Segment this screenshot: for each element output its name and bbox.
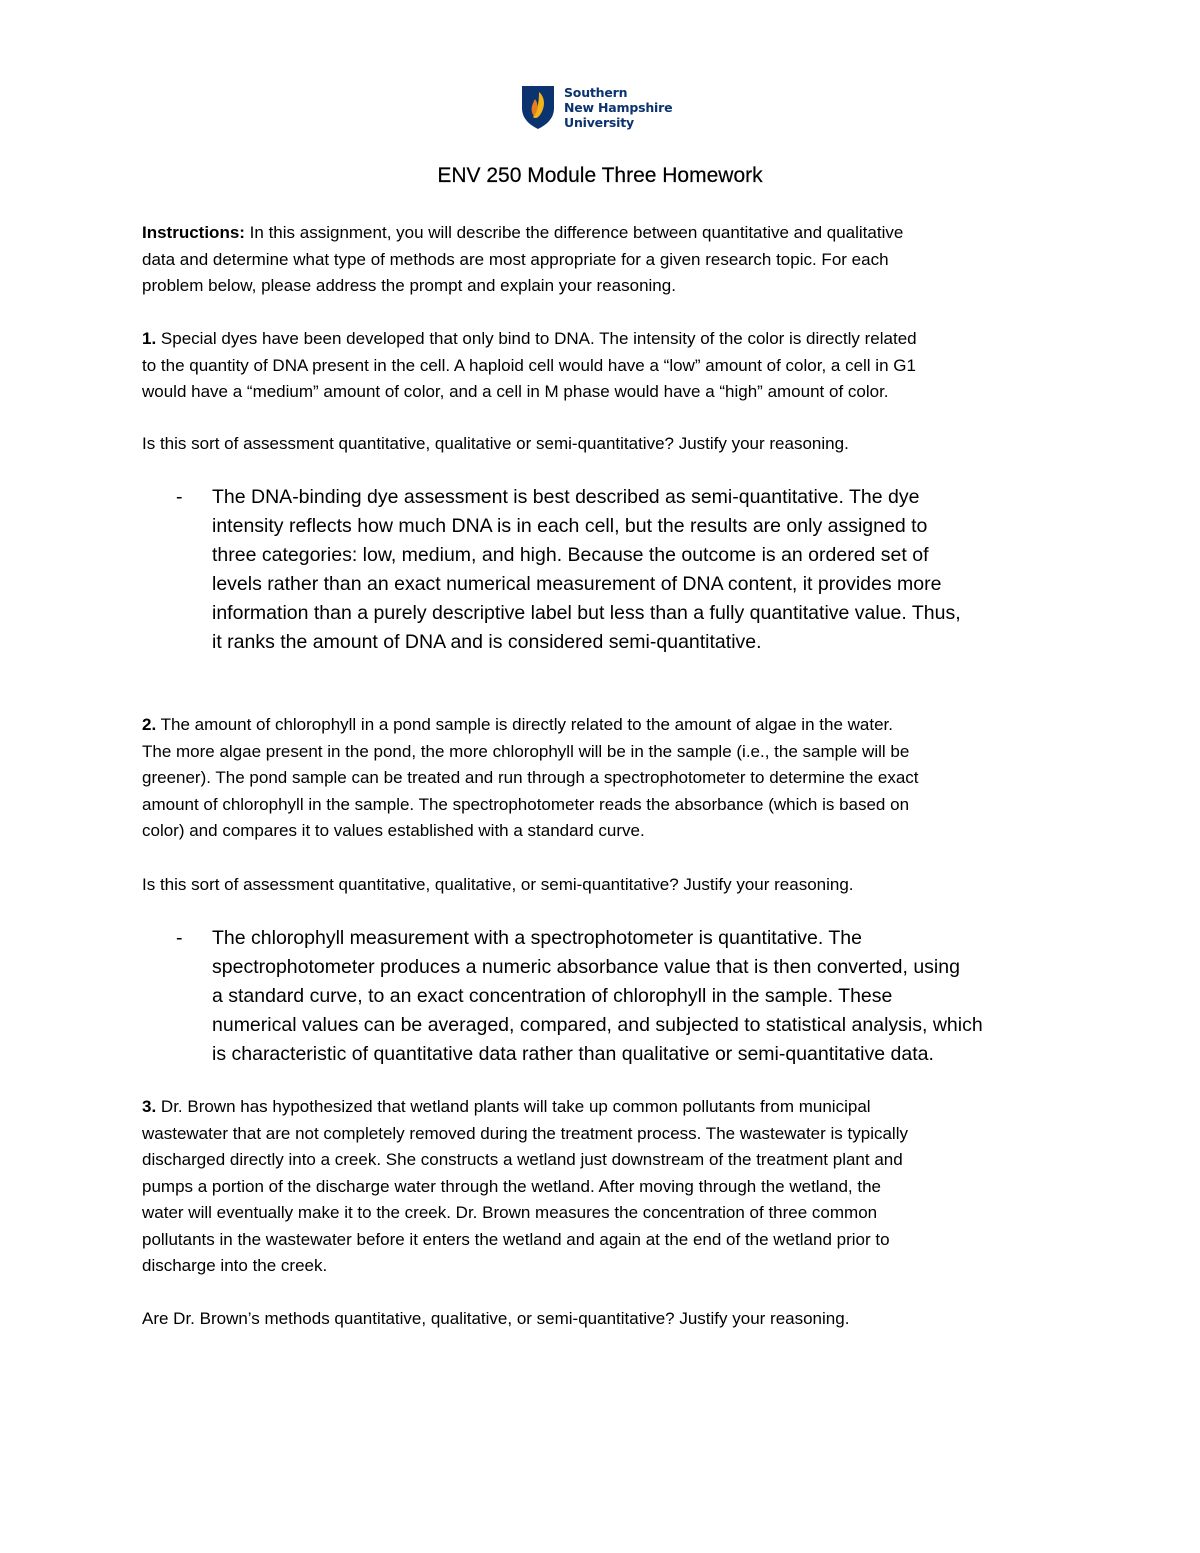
- logo-line-2: New Hampshire: [564, 99, 673, 115]
- answer-1-line: information than a purely descriptive label but less than a fully quantitative value. Thus,: [212, 602, 961, 624]
- answer-2-line: is characteristic of quantitative data rather than qualitative or semi-quantitative data.: [212, 1043, 934, 1065]
- question-2-prompt: [142, 872, 1062, 899]
- question-1-paragraph: [142, 326, 1062, 406]
- answer-1-line: The DNA-binding dye assessment is best described as semi-quantitative. The dye: [212, 486, 920, 508]
- question-1-line: to the quantity of DNA present in the cell. A haploid cell would have a “low” amount of color, a cell in G1: [142, 355, 916, 375]
- question-3-line: discharged directly into a creek. She constructs a wetland just downstream of the treatment plant and: [142, 1150, 903, 1169]
- question-3-line: wastewater that are not completely removed during the treatment process. The wastewater is typically: [142, 1123, 908, 1143]
- university-logo: [520, 84, 672, 130]
- question-3-line: discharge into the creek.: [142, 1256, 328, 1275]
- question-1-line: would have a “medium” amount of color, and a cell in M phase would have a “high” amount of color.: [142, 382, 889, 401]
- instructions-label: Instructions:: [142, 223, 245, 242]
- question-2-line: The more algae present in the pond, the more chlorophyll will be in the sample (i.e., the sample will be: [142, 741, 910, 761]
- question-3-line: water will eventually make it to the creek. Dr. Brown measures the concentration of three common: [142, 1203, 878, 1222]
- question-3-prompt: [142, 1306, 1062, 1333]
- answer-1-line: three categories: low, medium, and high. Because the outcome is an ordered set of: [212, 544, 929, 566]
- answer-2-line: spectrophotometer produces a numeric absorbance value that is then converted, using: [212, 956, 960, 978]
- page-title: ENV 250 Module Three Homework: [437, 164, 763, 187]
- answer-2-line: numerical values can be averaged, compared, and subjected to statistical analysis, which: [212, 1014, 983, 1036]
- answer-2-line: The chlorophyll measurement with a spectrophotometer is quantitative. The: [212, 927, 862, 949]
- question-2-line: amount of chlorophyll in the sample. The spectrophotometer reads the absorbance (which is based on: [142, 794, 910, 814]
- question-2-prompt-text: Is this sort of assessment quantitative, qualitative, or semi-quantitative? Justify your reasoning.: [142, 875, 854, 894]
- answer-1: [176, 483, 1076, 657]
- answer-2-bullet: -: [176, 927, 183, 949]
- answer-1-line: intensity reflects how much DNA is in each cell, but the results are only assigned to: [212, 515, 928, 537]
- question-3-number: 3.: [142, 1097, 157, 1116]
- answer-1-line: it ranks the amount of DNA and is considered semi-quantitative.: [212, 631, 762, 653]
- question-3-paragraph: [142, 1094, 1062, 1280]
- logo-line-3: University: [564, 114, 634, 130]
- question-2-line: color) and compares it to values established with a standard curve.: [142, 821, 645, 840]
- instructions-line: data and determine what type of methods are most appropriate for a given research topic. For each: [142, 249, 889, 269]
- question-1-number: 1.: [142, 329, 157, 348]
- answer-2: [176, 924, 1076, 1069]
- question-3-line: pollutants in the wastewater before it enters the wetland and again at the end of the wetland prior to: [142, 1229, 890, 1249]
- question-3-line: pumps a portion of the discharge water through the wetland. After moving through the wetland, the: [142, 1176, 882, 1196]
- question-2-paragraph: [142, 712, 1062, 845]
- question-1-prompt-text: Is this sort of assessment quantitative, qualitative or semi-quantitative? Justify your reasoning.: [142, 434, 849, 453]
- instructions-line: In this assignment, you will describe the difference between quantitative and qualitative: [244, 223, 904, 242]
- answer-2-line: a standard curve, to an exact concentration of chlorophyll in the sample. These: [212, 985, 893, 1007]
- flame-shield-icon: [520, 84, 556, 130]
- instructions-line: problem below, please address the prompt and explain your reasoning.: [142, 276, 676, 295]
- answer-1-line: levels rather than an exact numerical measurement of DNA content, it provides more: [212, 573, 942, 595]
- question-2-line: The amount of chlorophyll in a pond sample is directly related to the amount of algae in the water.: [156, 715, 893, 734]
- answer-1-bullet: -: [176, 486, 183, 508]
- question-3-line: Dr. Brown has hypothesized that wetland plants will take up common pollutants from municipal: [156, 1097, 871, 1116]
- question-1-prompt: [142, 431, 1062, 458]
- question-2-line: greener). The pond sample can be treated and run through a spectrophotometer to determine the exact: [142, 768, 919, 787]
- logo-line-1: Southern: [564, 84, 628, 100]
- question-1-line: Special dyes have been developed that only bind to DNA. The intensity of the color is directly related: [156, 329, 917, 348]
- question-2-number: 2.: [142, 715, 157, 734]
- instructions-paragraph: [142, 220, 1062, 300]
- logo-wordmark: [564, 85, 672, 130]
- question-3-prompt-text: Are Dr. Brown’s methods quantitative, qualitative, or semi-quantitative? Justify your reasoning.: [142, 1309, 850, 1328]
